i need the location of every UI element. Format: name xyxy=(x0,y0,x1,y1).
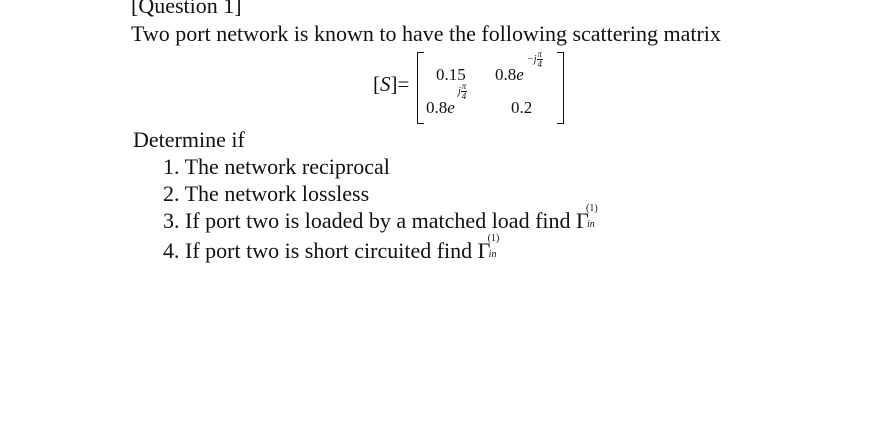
gamma-in-symbol xyxy=(576,203,598,234)
s21-base: 0.8 xyxy=(426,98,448,117)
item-text: The network lossless xyxy=(184,181,370,206)
gamma-glyph: Γ xyxy=(576,208,589,233)
list-item xyxy=(163,154,598,181)
item-number: 2. xyxy=(163,181,180,206)
s12-e: e xyxy=(516,65,524,84)
problem-statement: Two port network is known to have the following scattering matrix xyxy=(131,21,721,46)
matrix-right-bracket xyxy=(557,52,564,124)
list-item xyxy=(163,233,598,265)
matrix-label-close: ]= xyxy=(390,72,410,96)
s12-exponent xyxy=(527,50,543,69)
question-title: [Question 1] xyxy=(131,0,242,18)
s21-exp-fraction xyxy=(461,82,468,101)
gamma-superscript: (1) xyxy=(586,203,598,214)
question-list xyxy=(163,154,598,265)
matrix-s11: 0.15 xyxy=(436,65,466,84)
matrix-s12 xyxy=(495,49,543,85)
s21-exponent xyxy=(458,82,467,101)
s21-exp-prefix: j xyxy=(458,85,461,97)
item-number: 3. xyxy=(163,208,180,233)
gamma-superscript: (1) xyxy=(487,233,500,244)
s21-e: e xyxy=(447,98,455,117)
matrix-label-open: [ xyxy=(373,72,380,96)
s12-base: 0.8 xyxy=(495,65,517,84)
matrix-label xyxy=(373,72,409,97)
item-text: The network reciprocal xyxy=(184,154,390,179)
matrix-s22: 0.2 xyxy=(511,98,533,117)
s12-exp-den: 4 xyxy=(537,59,543,69)
s12-exp-prefix: −j xyxy=(527,53,537,65)
gamma-subscript: in xyxy=(587,219,595,230)
item-number: 1. xyxy=(163,154,180,179)
gamma-subscript: in xyxy=(488,249,497,260)
determine-heading: Determine if xyxy=(133,127,245,152)
scattering-matrix xyxy=(373,50,573,126)
s21-exp-den: 4 xyxy=(461,91,467,101)
list-item xyxy=(163,181,598,208)
matrix-left-bracket xyxy=(417,52,424,124)
s12-exp-fraction xyxy=(537,50,544,69)
gamma-glyph: Γ xyxy=(477,238,491,263)
s21-exp-num: π xyxy=(461,81,467,91)
item-number: 4. xyxy=(163,238,180,263)
item-text: If port two is loaded by a matched load find xyxy=(185,208,577,233)
gamma-in-symbol xyxy=(477,233,500,264)
matrix-s21 xyxy=(426,81,467,118)
s12-exp-num: π xyxy=(537,49,543,59)
item-text: If port two is short circuited find xyxy=(185,238,478,263)
list-item xyxy=(163,203,598,235)
matrix-label-var: S xyxy=(380,72,391,96)
